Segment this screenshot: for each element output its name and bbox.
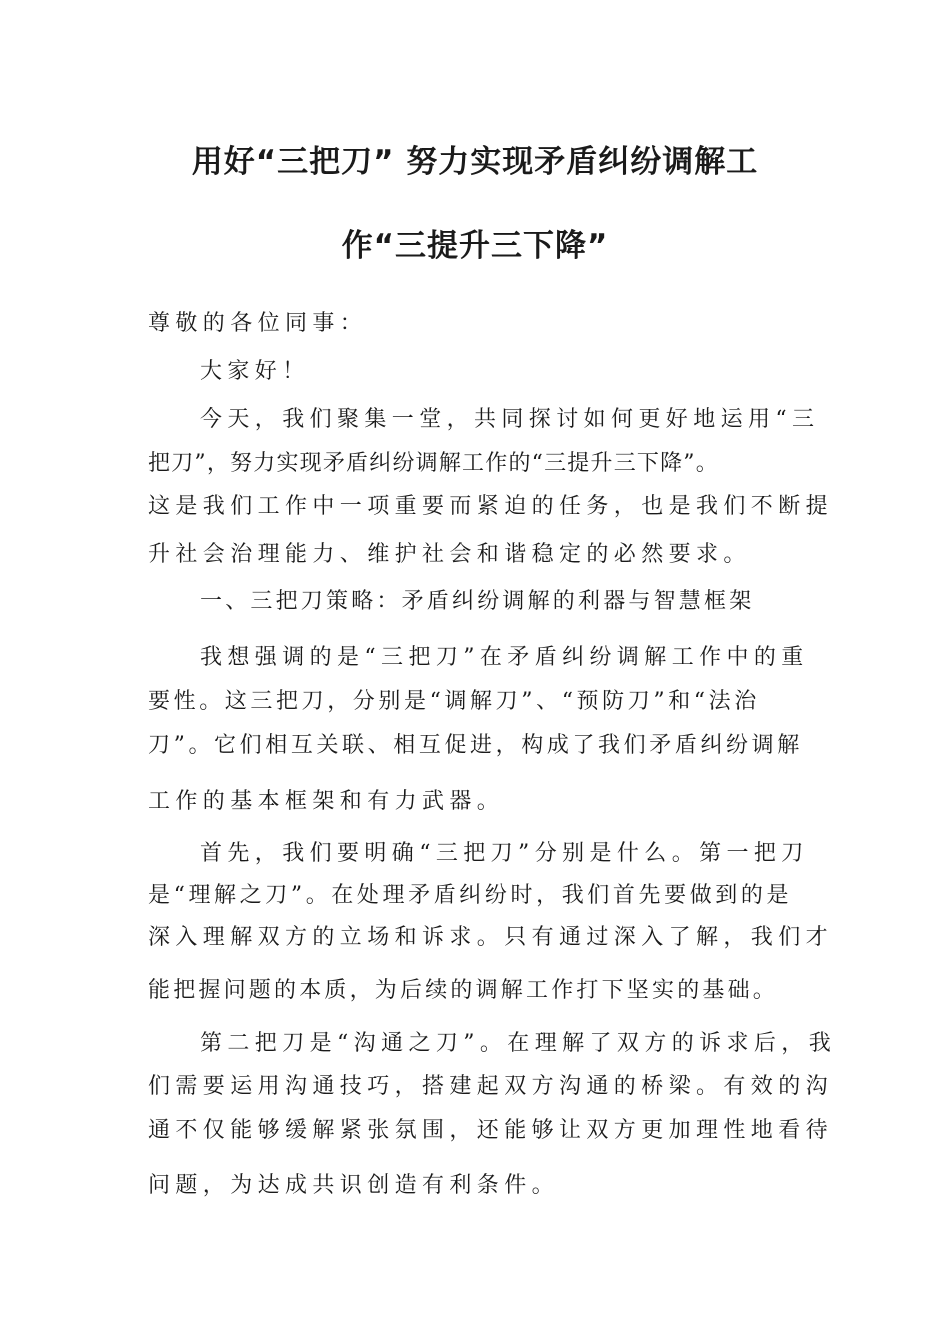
- document-title-line-2: 作“三提升三下降”: [341, 228, 609, 264]
- paragraph-4-line-1: 第二把刀是“沟通之刀”。在理解了双方的诉求后，我: [200, 1031, 837, 1056]
- paragraph-4-line-4: 问题，为达成共识创造有利条件。: [148, 1173, 560, 1198]
- paragraph-4-line-2: 们需要运用沟通技巧，搭建起双方沟通的桥梁。有效的沟: [148, 1074, 834, 1099]
- paragraph-3-line-2: 是“理解之刀”。在处理矛盾纠纷时，我们首先要做到的是: [148, 883, 793, 908]
- paragraph-2-line-4: 工作的基本框架和有力武器。: [148, 789, 505, 814]
- paragraph-1-line-4: 升社会治理能力、维护社会和谐稳定的必然要求。: [148, 542, 751, 567]
- document-title-line-1: 用好“三把刀” 努力实现矛盾纠纷调解工: [191, 144, 759, 180]
- paragraph-2-line-1: 我想强调的是“三把刀”在矛盾纠纷调解工作中的重: [200, 645, 809, 670]
- paragraph-2-line-3: 刀”。它们相互关联、相互促进，构成了我们矛盾纠纷调解: [148, 733, 803, 758]
- paragraph-3-line-1: 首先，我们要明确“三把刀”分别是什么。第一把刀: [200, 841, 809, 866]
- greeting: 大家好！: [200, 359, 310, 384]
- paragraph-1-line-3: 这是我们工作中一项重要而紧迫的任务，也是我们不断提: [148, 494, 834, 519]
- section-heading-1: 一、三把刀策略：矛盾纠纷调解的利器与智慧框架: [200, 589, 755, 614]
- paragraph-4-line-3: 通不仅能够缓解紧张氛围，还能够让双方更加理性地看待: [148, 1118, 834, 1143]
- paragraph-1-line-2: 把刀”，努力实现矛盾纠纷调解工作的“三提升三下降”。: [148, 451, 719, 476]
- paragraph-1-line-1: 今天，我们聚集一堂，共同探讨如何更好地运用“三: [200, 407, 820, 432]
- paragraph-2-line-2: 要性。这三把刀，分别是“调解刀”、“预防刀”和“法治: [148, 689, 760, 714]
- paragraph-3-line-4: 能把握问题的本质，为后续的调解工作打下坚实的基础。: [148, 978, 779, 1003]
- salutation: 尊敬的各位同事：: [148, 311, 368, 336]
- paragraph-3-line-3: 深入理解双方的立场和诉求。只有通过深入了解，我们才: [148, 925, 834, 950]
